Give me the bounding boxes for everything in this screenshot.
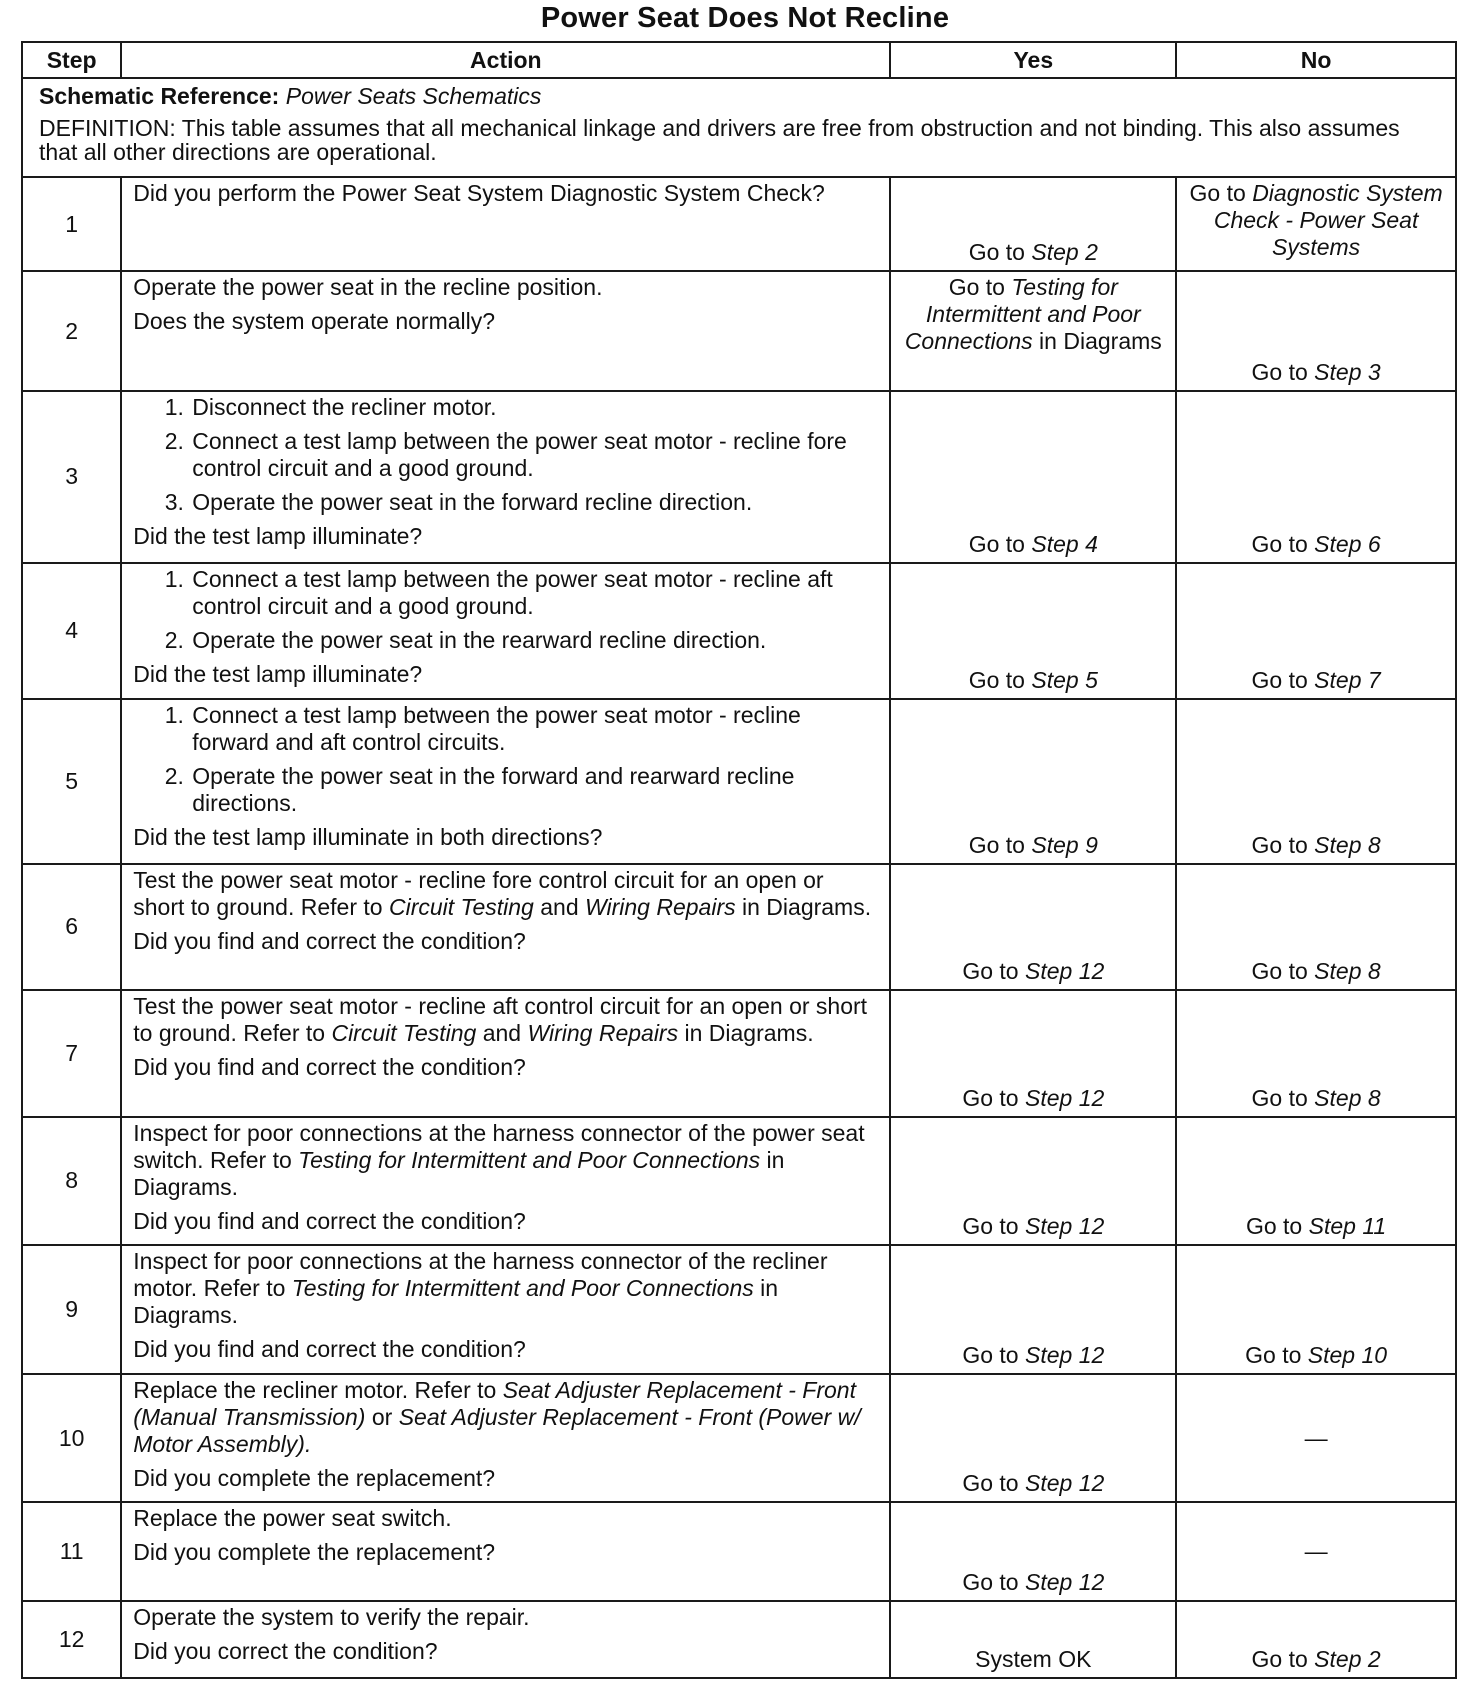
step-row-1 xyxy=(22,177,1456,272)
step-row-5 xyxy=(22,699,1456,864)
yes-cell xyxy=(890,177,1176,272)
action-segment: in Diagrams. xyxy=(133,1275,779,1329)
action-question: Did you complete the replacement? xyxy=(133,1539,496,1566)
go-to-link[interactable]: Step 8 xyxy=(1314,958,1381,985)
step-row-10 xyxy=(22,1374,1456,1503)
go-to-link[interactable]: Step 12 xyxy=(1024,1569,1105,1596)
go-to-link[interactable]: Testing for Intermittent and Poor Connections xyxy=(904,274,1141,355)
step-action xyxy=(121,1502,890,1601)
step-action xyxy=(121,864,890,991)
action-reference: Circuit Testing xyxy=(388,893,534,920)
action-question: Did you find and correct the condition? xyxy=(133,927,526,954)
action-segment: Operate the power seat in the recline position. xyxy=(133,274,603,301)
reference-row xyxy=(22,78,1456,177)
go-to-link[interactable]: Step 12 xyxy=(1024,1084,1105,1111)
go-to-link[interactable]: Step 12 xyxy=(1024,958,1105,985)
action-segment: in Diagrams. xyxy=(678,1020,814,1047)
action-segment: Inspect for poor connections at the harness connector of the power seat switch. Refer to xyxy=(133,1119,865,1173)
go-to-link[interactable]: Diagnostic System Check - Power Seat Systems xyxy=(1213,179,1443,260)
step-number: 5 xyxy=(22,699,121,864)
no-cell xyxy=(1176,391,1456,563)
action-reference: Circuit Testing xyxy=(331,1020,477,1047)
go-to-prefix: Go to xyxy=(1251,358,1315,385)
action-segment: Test the power seat motor - recline fore control circuit for an open or short to ground. Refer to xyxy=(133,866,824,920)
result-text: System OK xyxy=(975,1646,1092,1672)
action-reference: Testing for Intermittent and Poor Connections xyxy=(298,1146,761,1173)
table-body xyxy=(22,78,1456,1678)
page-title: Power Seat Does Not Recline xyxy=(540,2,950,34)
action-text xyxy=(133,993,879,1047)
step-number: 10 xyxy=(22,1374,121,1503)
dash-placeholder: — xyxy=(1304,1424,1328,1451)
go-to-link[interactable]: Step 11 xyxy=(1308,1213,1387,1240)
yes-cell xyxy=(890,699,1176,864)
go-to-prefix: Go to xyxy=(962,1341,1025,1368)
step-number: 8 xyxy=(22,1117,121,1246)
go-to-prefix: Go to xyxy=(968,831,1032,858)
procedure-step: 2. Operate the power seat in the forward and rearward recline directions. xyxy=(190,763,879,817)
header-no: No xyxy=(1176,42,1456,78)
step-number: 6 xyxy=(22,864,121,991)
step-number: 12 xyxy=(22,1601,121,1678)
no-cell xyxy=(1176,864,1456,991)
go-to-link[interactable]: Step 8 xyxy=(1314,1084,1381,1111)
go-to-link[interactable]: Step 3 xyxy=(1314,358,1381,385)
step-action xyxy=(121,990,890,1117)
go-to-link[interactable]: Step 12 xyxy=(1024,1470,1105,1497)
step-action xyxy=(121,1245,890,1374)
action-segment: Inspect for poor connections at the harness connector of the recliner motor. Refer to xyxy=(133,1248,828,1302)
go-to-prefix: Go to xyxy=(1251,958,1315,985)
step-number: 9 xyxy=(22,1245,121,1374)
action-question: Did the test lamp illuminate? xyxy=(133,660,423,687)
yes-cell xyxy=(890,1502,1176,1601)
go-to-link[interactable]: Step 5 xyxy=(1031,666,1098,693)
dash-placeholder: — xyxy=(1304,1538,1328,1565)
no-cell xyxy=(1176,271,1456,390)
go-to-prefix: Go to xyxy=(1245,1341,1308,1368)
action-segment: in Diagrams. xyxy=(133,1146,785,1200)
header-row xyxy=(22,42,1456,78)
action-question: Did you find and correct the condition? xyxy=(133,1336,526,1363)
step-row-8 xyxy=(22,1117,1456,1246)
action-segment: Did you perform the Power Seat System Diagnostic System Check? xyxy=(133,179,825,206)
go-to-link[interactable]: Step 2 xyxy=(1314,1646,1381,1672)
yes-cell xyxy=(890,1245,1176,1374)
go-to-prefix: Go to xyxy=(962,1470,1025,1497)
go-to-prefix: Go to xyxy=(1251,1084,1315,1111)
diagnostic-table xyxy=(21,41,1457,1679)
action-segment: Replace the recliner motor. Refer to xyxy=(133,1376,503,1403)
action-reference: Wiring Repairs xyxy=(527,1020,679,1047)
go-to-link[interactable]: Step 8 xyxy=(1314,831,1381,858)
action-reference: Seat Adjuster Replacement - Front (Manual Transmission) xyxy=(133,1376,856,1430)
action-segment: Replace the power seat switch. xyxy=(133,1505,452,1532)
action-segment: or xyxy=(365,1403,399,1430)
step-action xyxy=(121,391,890,563)
yes-cell xyxy=(890,271,1176,390)
header-action: Action xyxy=(121,42,890,78)
go-to-prefix: Go to xyxy=(1189,179,1253,206)
go-to-prefix: Go to xyxy=(968,666,1032,693)
step-number: 4 xyxy=(22,563,121,699)
step-action xyxy=(121,1117,890,1246)
no-cell xyxy=(1176,1502,1456,1601)
yes-cell xyxy=(890,1374,1176,1503)
go-to-prefix: Go to xyxy=(962,1569,1025,1596)
action-question: Did the test lamp illuminate in both directions? xyxy=(133,823,603,850)
step-row-7 xyxy=(22,990,1456,1117)
step-row-9 xyxy=(22,1245,1456,1374)
action-text xyxy=(133,1120,879,1201)
action-question: Did you find and correct the condition? xyxy=(133,1207,526,1234)
action-text xyxy=(133,1377,879,1458)
step-row-2 xyxy=(22,271,1456,390)
no-cell xyxy=(1176,1374,1456,1503)
go-to-link[interactable]: Step 4 xyxy=(1031,530,1098,557)
step-action xyxy=(121,271,890,390)
yes-cell xyxy=(890,864,1176,991)
step-action xyxy=(121,563,890,699)
no-cell xyxy=(1176,1117,1456,1246)
procedure-step: 1. Connect a test lamp between the power seat motor - recline forward and aft control circuits. xyxy=(190,702,879,756)
go-to-prefix: Go to xyxy=(1251,530,1315,557)
go-to-link[interactable]: Step 12 xyxy=(1024,1341,1105,1368)
step-number: 2 xyxy=(22,271,121,390)
action-reference: Testing for Intermittent and Poor Connections xyxy=(291,1275,754,1302)
action-question: Did you correct the condition? xyxy=(133,1638,438,1665)
step-number: 7 xyxy=(22,990,121,1117)
step-row-3 xyxy=(22,391,1456,563)
go-to-link[interactable]: Step 12 xyxy=(1024,1213,1105,1240)
procedure-step: 2. Operate the power seat in the rearward recline direction. xyxy=(190,627,879,654)
step-row-6 xyxy=(22,864,1456,991)
action-text xyxy=(133,1604,879,1631)
header-step: Step xyxy=(22,42,121,78)
action-text xyxy=(133,180,879,207)
procedure-step: 3. Operate the power seat in the forward recline direction. xyxy=(190,489,879,516)
step-row-12 xyxy=(22,1601,1456,1678)
procedure-step: 2. Connect a test lamp between the power seat motor - recline fore control circuit and a good ground. xyxy=(190,428,879,482)
procedure-step: 1. Disconnect the recliner motor. xyxy=(190,394,879,421)
go-to-prefix: Go to xyxy=(968,239,1032,266)
action-text xyxy=(133,274,879,301)
step-action xyxy=(121,699,890,864)
go-to-prefix: Go to xyxy=(962,1084,1025,1111)
go-to-prefix: Go to xyxy=(948,274,1012,301)
schematic-reference xyxy=(39,83,1441,110)
go-to-link[interactable]: Step 9 xyxy=(1031,831,1098,858)
action-question: Does the system operate normally? xyxy=(133,308,496,335)
no-cell xyxy=(1176,1601,1456,1678)
yes-cell xyxy=(890,990,1176,1117)
step-number: 11 xyxy=(22,1502,121,1601)
step-row-4 xyxy=(22,563,1456,699)
no-cell xyxy=(1176,699,1456,864)
action-segment: and xyxy=(533,893,585,920)
action-question: Did you complete the replacement? xyxy=(133,1464,496,1491)
header-yes: Yes xyxy=(890,42,1176,78)
action-reference: Seat Adjuster Replacement - Front (Power w/ Motor Assembly). xyxy=(133,1403,861,1457)
step-number: 3 xyxy=(22,391,121,563)
yes-cell xyxy=(890,1117,1176,1246)
action-procedure-list xyxy=(133,702,879,817)
procedure-step: 1. Connect a test lamp between the power seat motor - recline aft control circuit and a good ground. xyxy=(190,566,879,620)
action-text xyxy=(133,1248,879,1329)
step-row-11 xyxy=(22,1502,1456,1601)
action-procedure-list xyxy=(133,566,879,654)
no-cell xyxy=(1176,177,1456,272)
go-to-link[interactable]: Step 6 xyxy=(1314,530,1381,557)
no-cell xyxy=(1176,990,1456,1117)
go-to-prefix: Go to xyxy=(962,1213,1025,1240)
action-segment: Test the power seat motor - recline aft control circuit for an open or short to ground. Refer to xyxy=(133,993,868,1047)
go-to-prefix: Go to xyxy=(962,958,1025,985)
yes-cell xyxy=(890,391,1176,563)
schematic-value: Power Seats Schematics xyxy=(285,83,542,109)
action-text xyxy=(133,1505,879,1532)
action-segment: in Diagrams. xyxy=(735,893,872,920)
go-to-prefix: Go to xyxy=(968,530,1032,557)
action-reference: Wiring Repairs xyxy=(585,893,736,920)
schematic-label: Schematic Reference: xyxy=(39,83,280,109)
action-question: Did you find and correct the condition? xyxy=(133,1054,526,1081)
definition-text: DEFINITION: This table assumes that all mechanical linkage and drivers are free from obstruction and not binding. This also assumes that all other directions are operational. xyxy=(39,115,1400,165)
go-to-prefix: Go to xyxy=(1251,831,1315,858)
go-to-link[interactable]: Step 2 xyxy=(1031,239,1098,266)
go-to-link[interactable]: Step 10 xyxy=(1307,1341,1388,1368)
step-number: 1 xyxy=(22,177,121,272)
reference-cell xyxy=(22,78,1456,177)
no-cell xyxy=(1176,563,1456,699)
yes-cell xyxy=(890,563,1176,699)
action-segment: and xyxy=(476,1020,528,1047)
step-action xyxy=(121,177,890,272)
action-question: Did the test lamp illuminate? xyxy=(133,522,423,549)
action-procedure-list xyxy=(133,394,879,516)
go-to-suffix: in Diagrams xyxy=(1032,328,1162,355)
step-action xyxy=(121,1374,890,1503)
action-text xyxy=(133,867,879,921)
action-segment: Operate the system to verify the repair. xyxy=(133,1604,530,1631)
yes-cell xyxy=(890,1601,1176,1678)
go-to-prefix: Go to xyxy=(1251,666,1315,693)
go-to-prefix: Go to xyxy=(1245,1213,1309,1240)
go-to-prefix: Go to xyxy=(1251,1646,1315,1672)
step-action xyxy=(121,1601,890,1678)
no-cell xyxy=(1176,1245,1456,1374)
go-to-link[interactable]: Step 7 xyxy=(1314,666,1381,693)
